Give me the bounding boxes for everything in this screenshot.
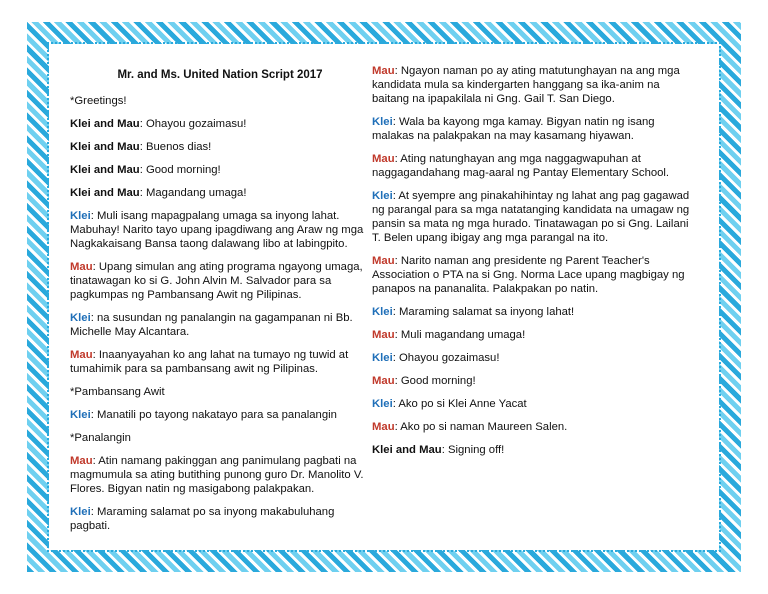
line-text: Ngayon naman po ay ating matutunghayan na ang mga kandidata mula sa kindergarten hanggang sa ika-anim na baitang na ipapakilala ni Gng. Gail T. San Diego. [372, 65, 680, 105]
line-text: Wala ba kayong mga kamay. Bigyan natin ng isang malakas na palakpakan na may kasamang hiyawan. [372, 116, 655, 142]
line-text: Narito naman ang presidente ng Parent Teacher's Association o PTA na si Gng. Norma Lace upang magbigay ng panapos na pananalita. Palakpakan po natin. [372, 255, 685, 295]
line-text: *Pambansang Awit [70, 386, 165, 398]
script-line: Mau: Narito naman ang presidente ng Parent Teacher's Association o PTA na si Gng. Norma Lace upang magbigay ng panapos na pananalita. Palakpakan po natin. [372, 255, 685, 295]
line-text: Ating natunghayan ang mga naggagwapuhan at naggagandahang mag-aaral ng Pantay Elementary School. [372, 153, 670, 179]
speaker-name: Klei [372, 116, 393, 128]
speaker-name: Mau [372, 65, 395, 77]
script-line: Klei: Maraming salamat sa inyong lahat! [372, 306, 575, 318]
speaker-name: Klei and Mau [70, 141, 140, 153]
speaker-name: Mau [70, 261, 93, 273]
speaker-name: Mau [70, 349, 93, 361]
script-line: Mau: Atin namang pakinggan ang panimulang pagbati na magmumula sa ating butithing punong guro Dr. Manolito V. Flores. Bigyan natin ng masigabong palakpakan. [70, 455, 364, 495]
speaker-name: Klei [372, 306, 393, 318]
script-line: Klei: na susundan ng panalangin na gagampanan ni Bb. Michelle May Alcantara. [70, 312, 353, 338]
script-line: Klei and Mau: Magandang umaga! [70, 187, 247, 199]
speaker-name: Klei [70, 312, 91, 324]
line-text: Ako po si Klei Anne Yacat [398, 398, 527, 410]
line-text: Inaanyayahan ko ang lahat na tumayo ng tuwid at tumahimik para sa pambansang awit ng Pilipinas. [70, 349, 349, 375]
script-line [70, 385, 370, 399]
speaker-name: Klei and Mau [70, 187, 140, 199]
left-column [70, 64, 370, 542]
speaker-name: Mau [372, 153, 395, 165]
speaker-name: Klei and Mau [70, 164, 140, 176]
script-line: Mau: Good morning! [372, 375, 476, 387]
script-line: Mau: Ako po si naman Maureen Salen. [372, 421, 568, 433]
script-line: Klei and Mau: Buenos dias! [70, 141, 212, 153]
line-text: Signing off! [447, 444, 505, 456]
speaker-name: Mau [372, 255, 395, 267]
speaker-name: Klei and Mau [372, 444, 442, 456]
script-line: Klei: Manatili po tayong nakatayo para sa panalangin [70, 409, 337, 421]
speaker-name: Klei [70, 506, 91, 518]
speaker-name: Klei [372, 190, 393, 202]
speaker-name: Mau [372, 329, 395, 341]
script-line: Mau: Ating natunghayan ang mga naggagwapuhan at naggagandahang mag-aaral ng Pantay Elementary School. [372, 153, 670, 179]
line-text: Ohayou gozaimasu! [399, 352, 500, 364]
script-line: Klei and Mau: Good morning! [70, 164, 221, 176]
speaker-name: Klei [372, 398, 393, 410]
script-line: Mau: Ngayon naman po ay ating matutunghayan na ang mga kandidata mula sa kindergarten hanggang sa ika-anim na baitang na ipapakilala ni Gng. Gail T. San Diego. [372, 65, 680, 105]
script-line: Klei: Ako po si Klei Anne Yacat [372, 398, 527, 410]
speaker-name: Klei [70, 409, 91, 421]
script-line: Klei: At syempre ang pinakahihintay ng lahat ang pag gagawad ng parangal para sa mga natatanging kandidata na umagaw ng pansin sa mata ng mga hurado. Tinatawagan po si Gng. Lailani T. Belen upang ibigay ang mga parangal na ito. [372, 190, 690, 244]
document-title: Mr. and Ms. United Nation Script 2017 [117, 69, 323, 81]
line-text: Atin namang pakinggan ang panimulang pagbati na magmumula sa ating butithing punong guro Dr. Manolito V. Flores. Bigyan natin ng masigabong palakpakan. [70, 455, 364, 495]
speaker-name: Mau [70, 455, 93, 467]
line-text: Muli magandang umaga! [400, 329, 526, 341]
line-text: Manatili po tayong nakatayo para sa panalangin [97, 409, 337, 421]
line-text: Upang simulan ang ating programa ngayong umaga, tinatawagan ko si G. John Alvin M. Salvador para sa pagkumpas ng Pambansang Awit ng Pilipinas. [70, 261, 363, 301]
line-text: Maraming salamat sa inyong lahat! [399, 306, 575, 318]
script-line [70, 431, 370, 445]
line-text: Ohayou gozaimasu! [145, 118, 247, 130]
speaker-name: Klei and Mau [70, 118, 140, 130]
line-text: Magandang umaga! [145, 187, 247, 199]
script-line: Klei and Mau: Ohayou gozaimasu! [70, 118, 247, 130]
line-text: Ako po si naman Maureen Salen. [400, 421, 568, 433]
speaker-name: Klei [372, 352, 393, 364]
line-text: Good morning! [145, 164, 221, 176]
line-text: Buenos dias! [145, 141, 212, 153]
speaker-name: Klei [70, 210, 91, 222]
line-text: Good morning! [400, 375, 476, 387]
script-line: Klei: Wala ba kayong mga kamay. Bigyan natin ng isang malakas na palakpakan na may kasamang hiyawan. [372, 116, 655, 142]
line-text: *Greetings! [70, 95, 127, 107]
script-line: Klei and Mau: Signing off! [372, 444, 505, 456]
line-text: Maraming salamat po sa inyong makabuluhang pagbati. [70, 506, 335, 532]
line-text: na susundan ng panalangin na gagampanan ni Bb. Michelle May Alcantara. [70, 312, 353, 338]
line-text: *Panalangin [70, 432, 131, 444]
right-column [372, 64, 690, 466]
script-line: Mau: Inaanyayahan ko ang lahat na tumayo ng tuwid at tumahimik para sa pambansang awit ng Pilipinas. [70, 349, 349, 375]
script-line: Mau: Muli magandang umaga! [372, 329, 526, 341]
speaker-name: Mau [372, 421, 395, 433]
script-line: Klei: Muli isang mapagpalang umaga sa inyong lahat. Mabuhay! Narito tayo upang ipagdiwang ang Araw ng mga Nagkakaisang Bansa taong dalawang libo at labingpito. [70, 210, 364, 250]
script-line: Klei: Ohayou gozaimasu! [372, 352, 500, 364]
line-text: Muli isang mapagpalang umaga sa inyong lahat. Mabuhay! Narito tayo upang ipagdiwang ang Araw ng mga Nagkakaisang Bansa taong dalawang libo at labingpito. [70, 210, 364, 250]
line-text: At syempre ang pinakahihintay ng lahat ang pag gagawad ng parangal para sa mga natatanging kandidata na umagaw ng pansin sa mata ng mga hurado. Tinatawagan po si Gng. Lailani T. Belen upang ibigay ang mga parangal na ito. [372, 190, 690, 244]
script-line: Mau: Upang simulan ang ating programa ngayong umaga, tinatawagan ko si G. John Alvin M. Salvador para sa pagkumpas ng Pambansang Awit ng Pilipinas. [70, 261, 363, 301]
script-line: Klei: Maraming salamat po sa inyong makabuluhang pagbati. [70, 506, 335, 532]
script-line [70, 94, 370, 108]
speaker-name: Mau [372, 375, 395, 387]
